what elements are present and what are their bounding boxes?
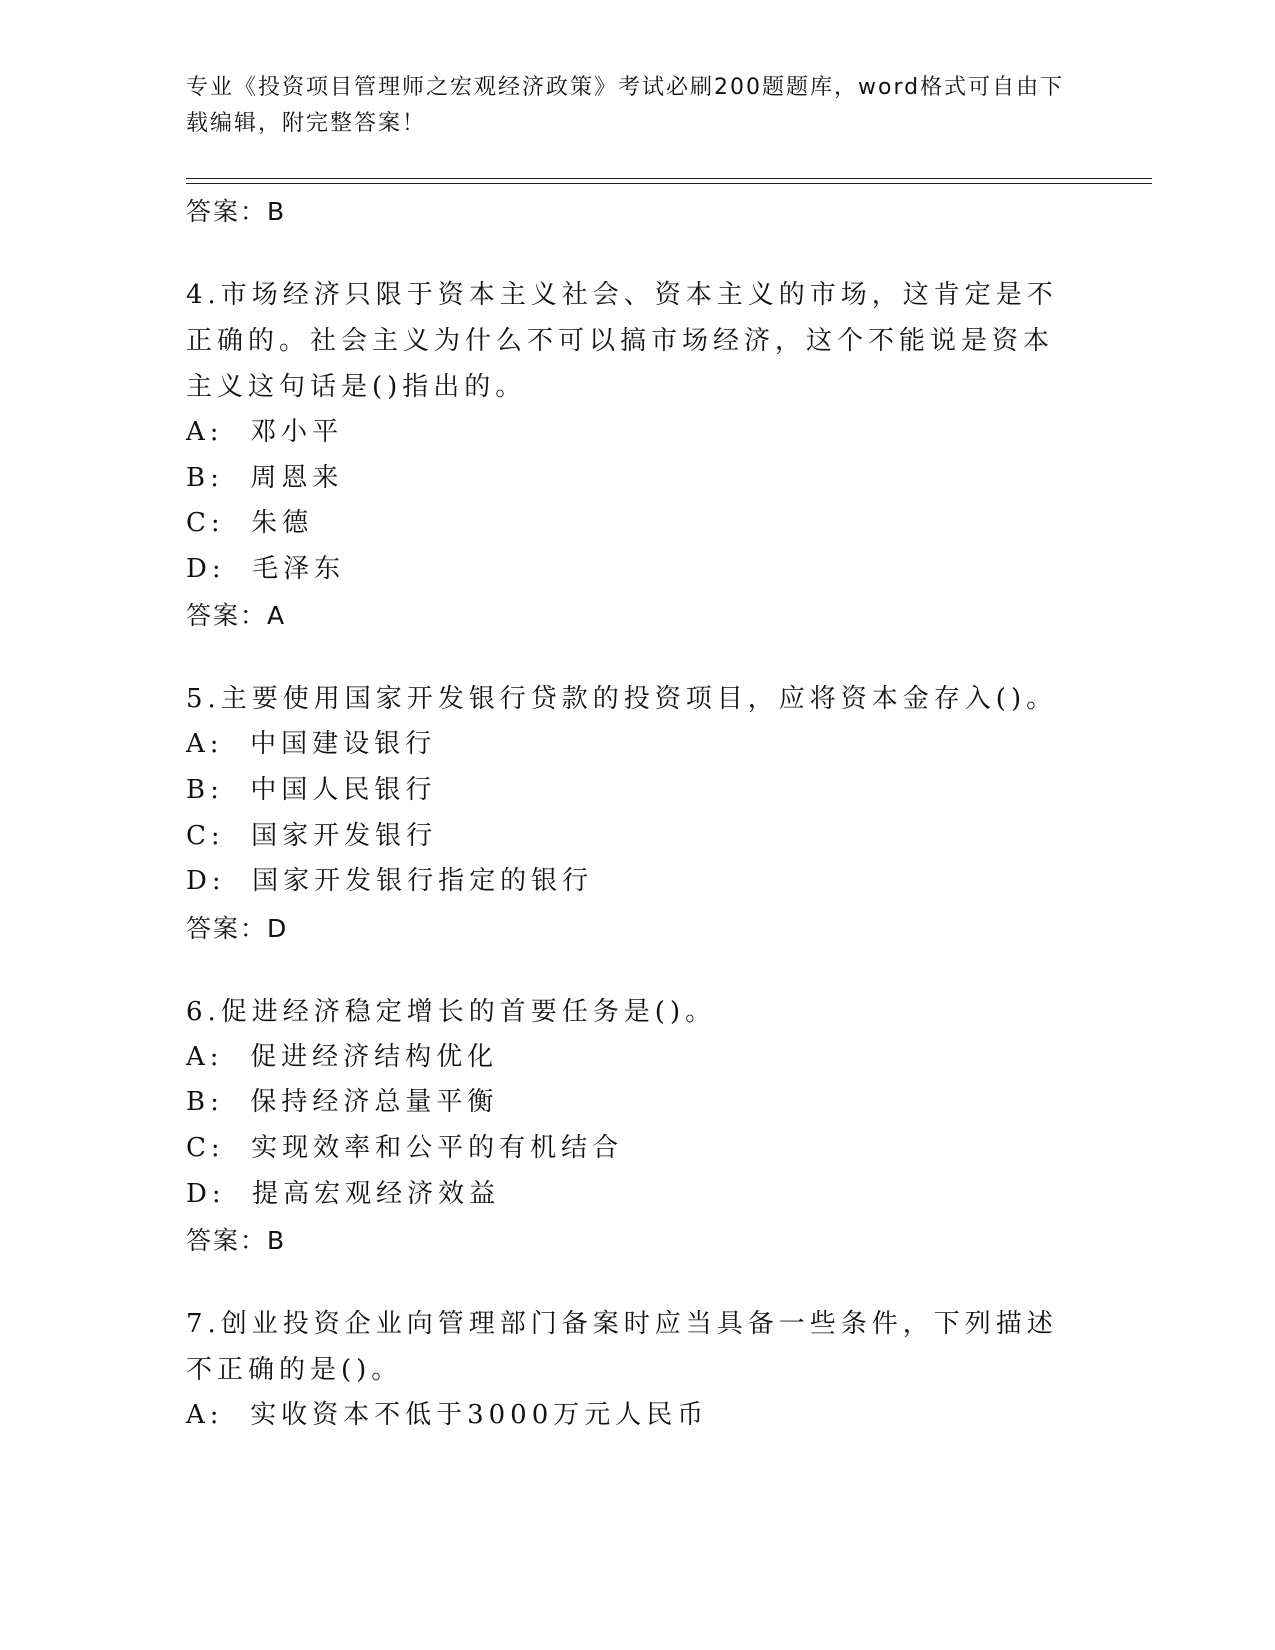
option-c: C: 朱德 — [186, 508, 314, 539]
answer-label: 答案：D — [186, 913, 289, 943]
header-rule-top — [186, 178, 1152, 179]
question-5 — [186, 676, 1066, 952]
question-7 — [186, 1301, 1066, 1439]
question-4 — [186, 272, 1066, 640]
option-d: D: 毛泽东 — [186, 553, 346, 584]
question-stem: 4.市场经济只限于资本主义社会、资本主义的市场，这肯定是不正确的。社会主义为什么不可以搞市场经济，这个不能说是资本主义这句话是()指出的。 — [186, 280, 1058, 402]
option-b: B: 保持经济总量平衡 — [186, 1087, 499, 1118]
header-rule-bottom — [186, 183, 1152, 184]
option-b: B: 周恩来 — [186, 462, 344, 493]
option-a: A: 实收资本不低于3000万元人民币 — [186, 1400, 709, 1431]
answer-label: 答案：B — [186, 197, 287, 226]
option-a: A: 中国建设银行 — [186, 729, 437, 760]
option-d: D: 提高宏观经济效益 — [186, 1178, 501, 1209]
option-c: C: 国家开发银行 — [186, 820, 438, 851]
answer-label: 答案：A — [186, 601, 287, 631]
question-stem: 5.主要使用国家开发银行贷款的投资项目，应将资本金存入()。 — [186, 684, 1058, 715]
option-a: A: 促进经济结构优化 — [186, 1041, 499, 1072]
question-stem: 7.创业投资企业向管理部门备案时应当具备一些条件，下列描述不正确的是()。 — [186, 1309, 1058, 1386]
question-stem: 6.促进经济稳定增长的首要任务是()。 — [186, 996, 717, 1027]
option-b: B: 中国人民银行 — [186, 774, 437, 805]
option-a: A: 邓小平 — [186, 417, 344, 447]
option-d: D: 国家开发银行指定的银行 — [186, 866, 594, 897]
answer-label: 答案：B — [186, 1226, 287, 1256]
document-header: 专业《投资项目管理师之宏观经济政策》考试必刷200题题库，word格式可自由下载编辑，附完整答案！ — [186, 75, 1065, 136]
document-body — [186, 188, 1066, 1439]
option-c: C: 实现效率和公平的有机结合 — [186, 1132, 624, 1163]
question-6 — [186, 989, 1066, 1265]
